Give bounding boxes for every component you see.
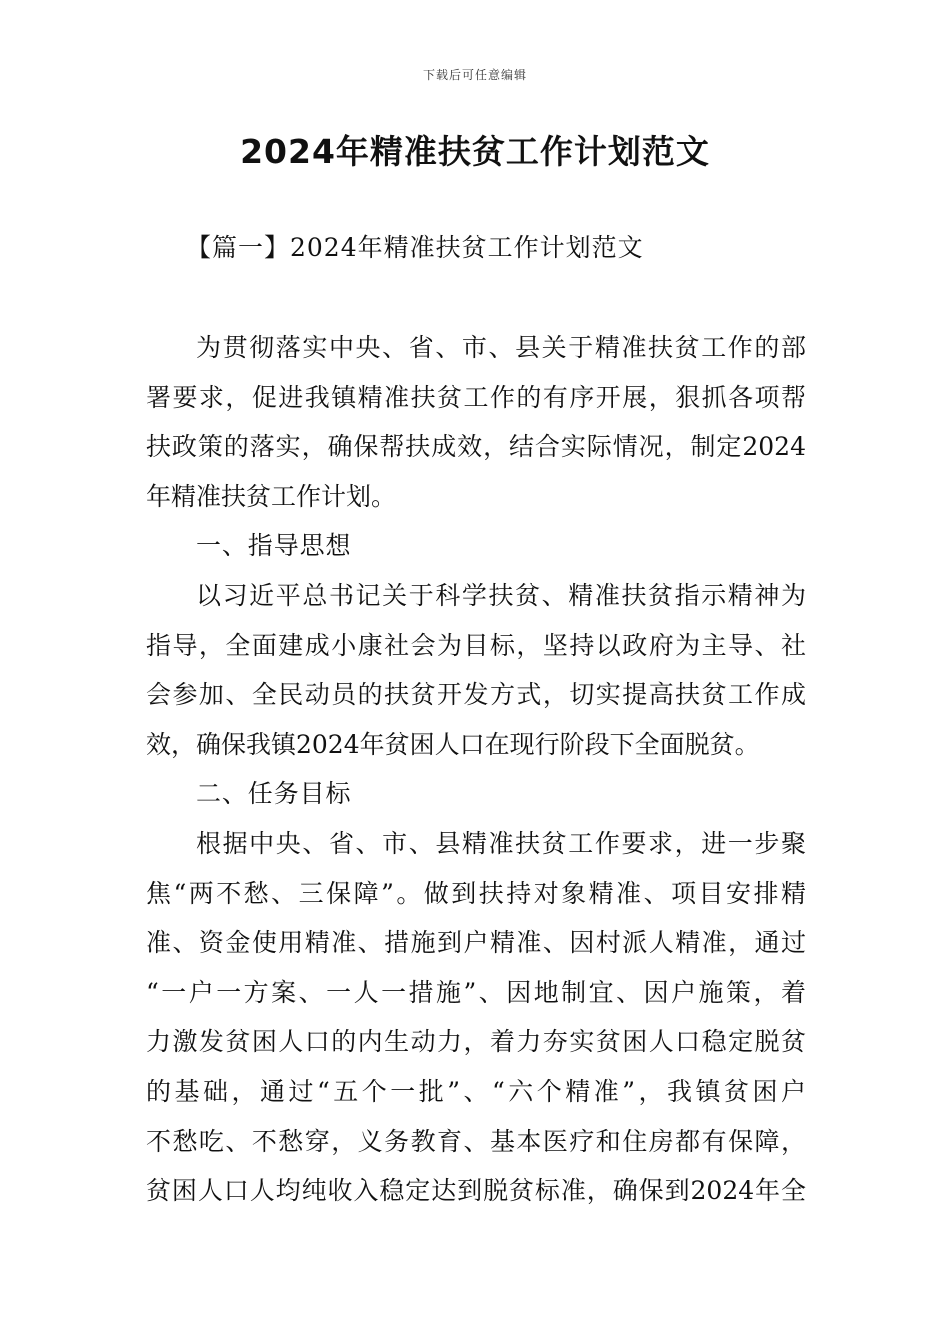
text-line: 为贯彻落实中央、省、市、县关于精准扶贫工作的部	[196, 333, 806, 362]
text-line: 力激发贫困人口的内生动力，着力夯实贫困人口稳定脱贫	[146, 1027, 806, 1057]
paragraph-task-goals	[146, 819, 806, 1216]
heading-task-goals: 二、任务目标	[196, 779, 352, 809]
header-note: 下载后可任意编辑	[422, 68, 527, 82]
text-line: “一户一方案、一人一措施”、因地制宜、因户施策，着	[146, 977, 806, 1007]
text-line: 的基础，通过“五个一批”、“六个精准”，我镇贫困户	[146, 1076, 806, 1106]
document-title: 2024年精准扶贫工作计划范文	[240, 132, 710, 171]
text-line: 署要求，促进我镇精准扶贫工作的有序开展，狠抓各项帮	[146, 382, 806, 412]
text-line: 贫困人口人均纯收入稳定达到脱贫标准，确保到2024年全	[146, 1176, 806, 1206]
paragraph-guiding-ideology	[146, 571, 806, 769]
text-line: 根据中央、省、市、县精准扶贫工作要求，进一步聚	[196, 828, 806, 858]
text-line: 扶政策的落实，确保帮扶成效，结合实际情况，制定2024	[146, 432, 806, 462]
document-body	[146, 323, 806, 1216]
text-line: 以习近平总书记关于科学扶贫、精准扶贫指示精神为	[196, 580, 806, 610]
text-line: 年精准扶贫工作计划。	[146, 481, 397, 511]
text-line: 焦“两不愁、三保障”。做到扶持对象精准、项目安排精	[146, 878, 806, 908]
text-line: 指导，全面建成小康社会为目标，坚持以政府为主导、社	[146, 630, 806, 660]
heading-guiding-ideology: 一、指导思想	[196, 531, 352, 561]
text-line: 效，确保我镇2024年贫困人口在现行阶段下全面脱贫。	[146, 729, 760, 759]
text-line: 不愁吃、不愁穿，义务教育、基本医疗和住房都有保障，	[146, 1126, 806, 1156]
section-heading: 【篇一】2024年精准扶贫工作计划范文	[186, 233, 644, 262]
paragraph-intro	[146, 323, 806, 521]
text-line: 会参加、全民动员的扶贫开发方式，切实提高扶贫工作成	[146, 680, 806, 710]
text-line: 准、资金使用精准、措施到户精准、因村派人精准，通过	[146, 928, 806, 958]
